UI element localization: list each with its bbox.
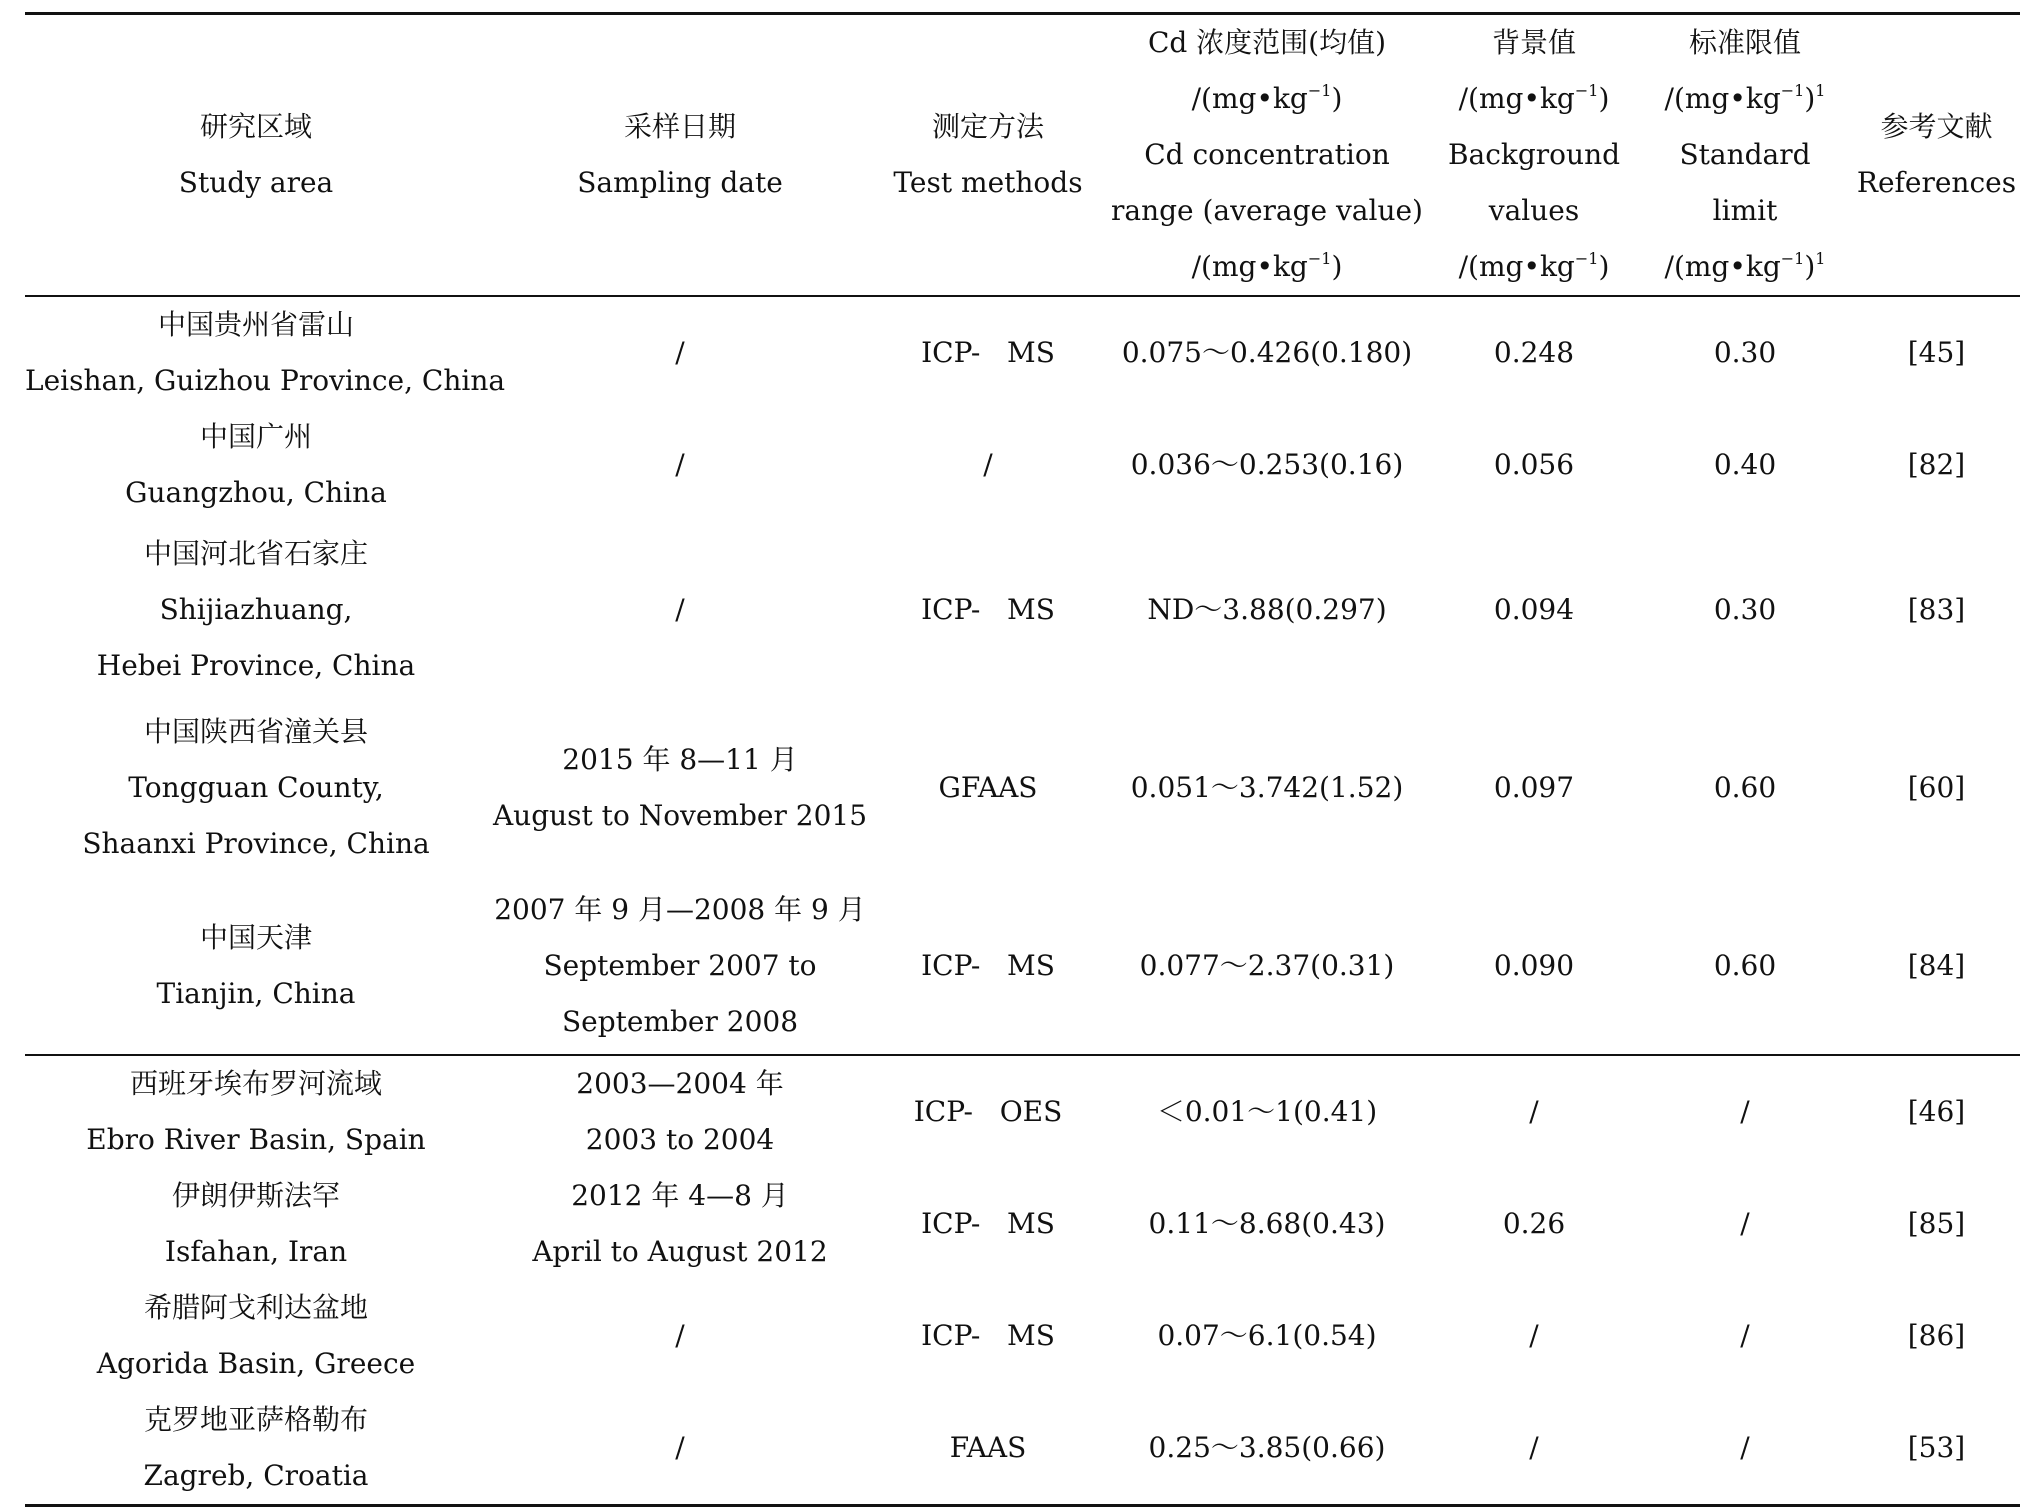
- table-row: [25, 1168, 2020, 1280]
- cell-reference: [82]: [1907, 448, 1966, 481]
- table-row: [25, 1392, 2020, 1506]
- background-unit-en: $/(mg•kg^{-1})$: [1458, 248, 1610, 283]
- header-background: 背景值 $/(mg•kg^{-1})$ Background values $/(mg•kg^{-1})$: [1431, 14, 1637, 297]
- cell-standard-limit: /: [1740, 1207, 1750, 1240]
- cell-cd-range: ND～3.88(0.297): [1147, 593, 1387, 626]
- standard-unit-en: $/(mg•kg^{-1})^1$: [1664, 248, 1826, 283]
- cell-study-area: 中国广州 Guangzhou, China: [125, 420, 387, 509]
- cell-reference: [53]: [1907, 1431, 1966, 1464]
- cell-standard-limit: /: [1740, 1319, 1750, 1352]
- cell-cd-range: 0.075～0.426(0.180): [1121, 336, 1413, 369]
- cell-reference: [45]: [1907, 336, 1966, 369]
- cell-cd-range: 0.051～3.742(1.52): [1130, 771, 1404, 804]
- cell-sampling-date: /: [675, 1319, 685, 1352]
- table-row: [25, 1055, 2020, 1168]
- cell-standard-limit: /: [1740, 1431, 1750, 1464]
- cell-study-area: 希腊阿戈利达盆地 Agorida Basin, Greece: [96, 1291, 416, 1380]
- cell-sampling-date: /: [675, 448, 685, 481]
- cell-cd-range: 0.25～3.85(0.66): [1148, 1431, 1386, 1464]
- cell-background: 0.090: [1493, 948, 1575, 982]
- table-row: [25, 521, 2020, 699]
- table-header: [25, 14, 2020, 297]
- header-row: [25, 14, 2020, 297]
- cell-background: /: [1529, 1095, 1539, 1128]
- cell-test-method: /: [983, 448, 993, 481]
- cell-test-method: ICP- MS: [921, 336, 1055, 369]
- table-row: [25, 699, 2020, 877]
- cell-reference: [60]: [1907, 771, 1966, 804]
- cell-standard-limit: 0.30: [1713, 336, 1777, 369]
- cell-cd-range: 0.11～8.68(0.43): [1148, 1207, 1386, 1240]
- cell-background: 0.094: [1493, 593, 1575, 626]
- header-study-area: 研究区域 Study area: [178, 110, 334, 199]
- cell-sampling-date: 2003—2004 年 2003 to 2004: [576, 1067, 784, 1156]
- cell-sampling-date: 2012 年 4—8 月 April to August 2012: [532, 1179, 828, 1268]
- cell-standard-limit: /: [1740, 1095, 1750, 1128]
- header-references: 参考文献 References: [1856, 110, 2017, 199]
- cell-test-method: ICP- OES: [913, 1095, 1063, 1128]
- cell-standard-limit: 0.30: [1713, 593, 1777, 626]
- cd-concentration-table: [25, 12, 2020, 1507]
- cell-test-method: GFAAS: [938, 771, 1038, 804]
- data-table-container: [25, 0, 2020, 1507]
- cell-sampling-date: /: [675, 1431, 685, 1464]
- cell-standard-limit: 0.60: [1713, 771, 1777, 804]
- cell-reference: [85]: [1907, 1207, 1966, 1240]
- cell-background: /: [1529, 1431, 1539, 1464]
- cell-reference: [83]: [1907, 593, 1966, 626]
- cell-test-method: ICP- MS: [921, 593, 1055, 626]
- header-test-methods: 测定方法 Test methods: [893, 110, 1083, 199]
- table-body: [25, 296, 2020, 1506]
- cell-sampling-date: 2015 年 8—11 月 August to November 2015: [492, 743, 868, 832]
- cell-study-area: 中国天津 Tianjin, China: [156, 920, 356, 1010]
- cell-cd-range: 0.07～6.1(0.54): [1157, 1319, 1377, 1352]
- standard-unit-zh: $/(mg•kg^{-1})^1$: [1664, 80, 1826, 115]
- cell-test-method: ICP- MS: [921, 1207, 1055, 1240]
- cell-cd-range: ＜0.01～1(0.41): [1156, 1095, 1378, 1128]
- cell-sampling-date: /: [675, 336, 685, 369]
- cell-study-area: 西班牙埃布罗河流域 Ebro River Basin, Spain: [86, 1067, 426, 1156]
- cd-range-unit-en: $/(mg•kg^{-1})$: [1191, 248, 1343, 283]
- cell-reference: [86]: [1907, 1319, 1966, 1352]
- cell-sampling-date: /: [675, 593, 685, 626]
- cell-cd-range: 0.077～2.37(0.31): [1139, 948, 1395, 982]
- cell-reference: [84]: [1907, 948, 1966, 982]
- background-unit-zh: $/(mg•kg^{-1})$: [1458, 80, 1610, 115]
- table-row: [25, 1280, 2020, 1392]
- table-row: [25, 409, 2020, 521]
- cell-test-method: ICP- MS: [921, 1319, 1055, 1352]
- table-row: [25, 877, 2020, 1055]
- cell-background: 0.26: [1502, 1207, 1566, 1240]
- cell-cd-range: 0.036～0.253(0.16): [1130, 448, 1404, 481]
- cell-background: 0.248: [1493, 336, 1575, 369]
- cell-study-area: 中国河北省石家庄 Shijiazhuang, Hebei Province, China: [96, 537, 416, 682]
- header-sampling-date: 采样日期 Sampling date: [577, 110, 783, 199]
- cell-background: 0.056: [1493, 448, 1575, 481]
- header-standard-limit: 标准限值 $/(mg•kg^{-1})^1$ Standard limit $/(mg•kg^{-1})^1$: [1637, 14, 1853, 297]
- header-cd-range: Cd 浓度范围(均值) $/(mg•kg^{-1})$ Cd concentration range (average value) $/(mg•kg^{-1})$: [1103, 14, 1431, 297]
- cell-standard-limit: 0.60: [1713, 948, 1777, 982]
- cell-study-area: 中国贵州省雷山 Leishan, Guizhou Province, China: [25, 308, 506, 397]
- cell-background: /: [1529, 1319, 1539, 1352]
- cell-reference: [46]: [1907, 1095, 1966, 1128]
- cell-sampling-date: 2007 年 9 月—2008 年 9 月 September 2007 to September 2008: [494, 892, 866, 1038]
- cd-range-unit-zh: $/(mg•kg^{-1})$: [1191, 80, 1343, 115]
- cell-study-area: 中国陕西省潼关县 Tongguan County, Shaanxi Province, China: [82, 715, 430, 860]
- table-row: [25, 296, 2020, 409]
- cell-test-method: ICP- MS: [921, 948, 1055, 982]
- cell-study-area: 克罗地亚萨格勒布 Zagreb, Croatia: [143, 1403, 369, 1492]
- cell-test-method: FAAS: [949, 1431, 1027, 1464]
- cell-standard-limit: 0.40: [1713, 448, 1777, 481]
- cell-background: 0.097: [1493, 771, 1575, 804]
- cell-study-area: 伊朗伊斯法罕 Isfahan, Iran: [164, 1179, 348, 1268]
